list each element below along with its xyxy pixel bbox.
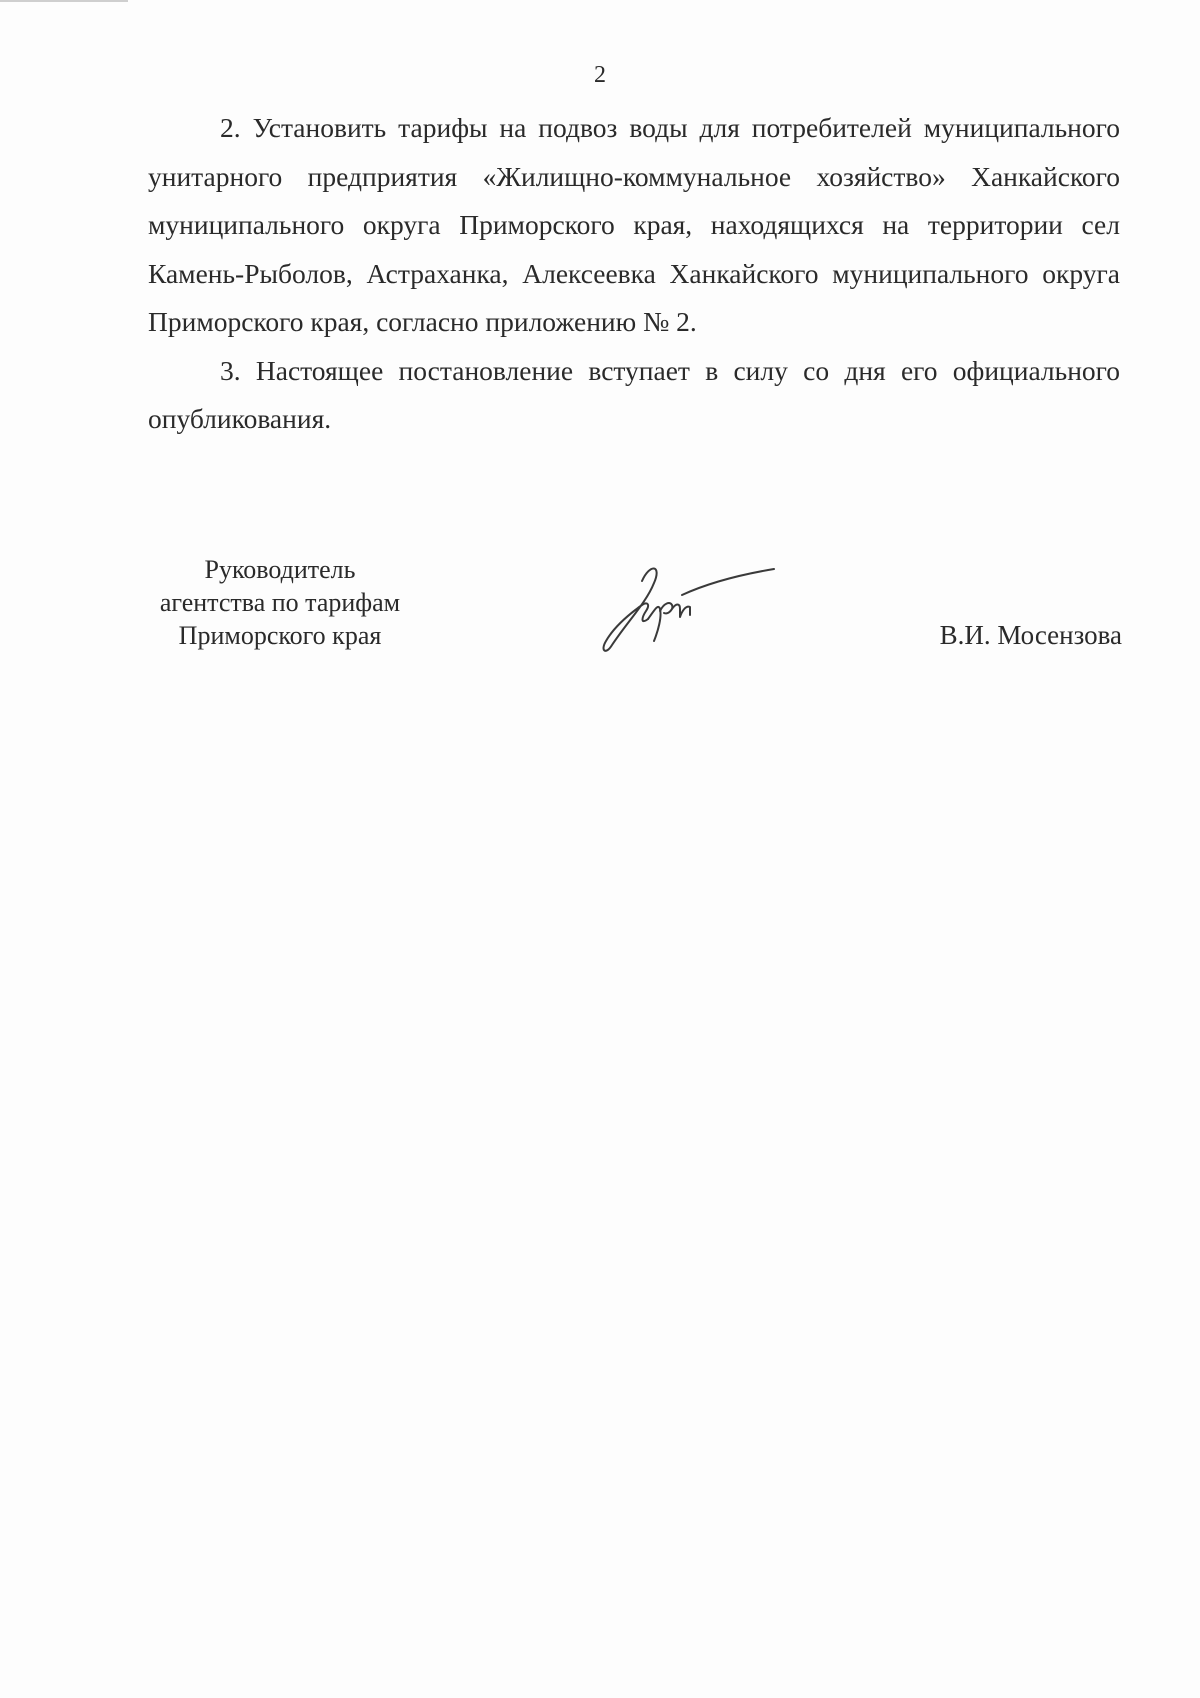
signer-position-line: Руководитель (204, 555, 356, 584)
paragraph-3: 3. Настоящее постановление вступает в силу со дня его официального опубликования. (148, 354, 1120, 434)
signature-block (0, 553, 1200, 673)
paragraph-2: 2. Установить тарифы на подвоз воды для потребителей муниципального унитарного предприятия «Жилищно-коммунальное хозяйство» Ханкайского муниципального округа Приморского края, находящихся на территории сел Камень-Рыболов, Астраханка, Алексеевка Ханкайского муниципального округа Приморского края, согласно приложению № 2. (148, 112, 1120, 337)
page-number: 2 (594, 62, 606, 88)
signer-position-line: агентства по тарифам (159, 588, 401, 617)
signer-position (150, 553, 410, 652)
signer-position-line: Приморского края (178, 621, 382, 650)
document-body (148, 104, 1120, 444)
signer-name: В.И. Мосензова (939, 620, 1122, 650)
handwritten-signature (598, 559, 788, 659)
scan-edge-mark (0, 0, 128, 2)
